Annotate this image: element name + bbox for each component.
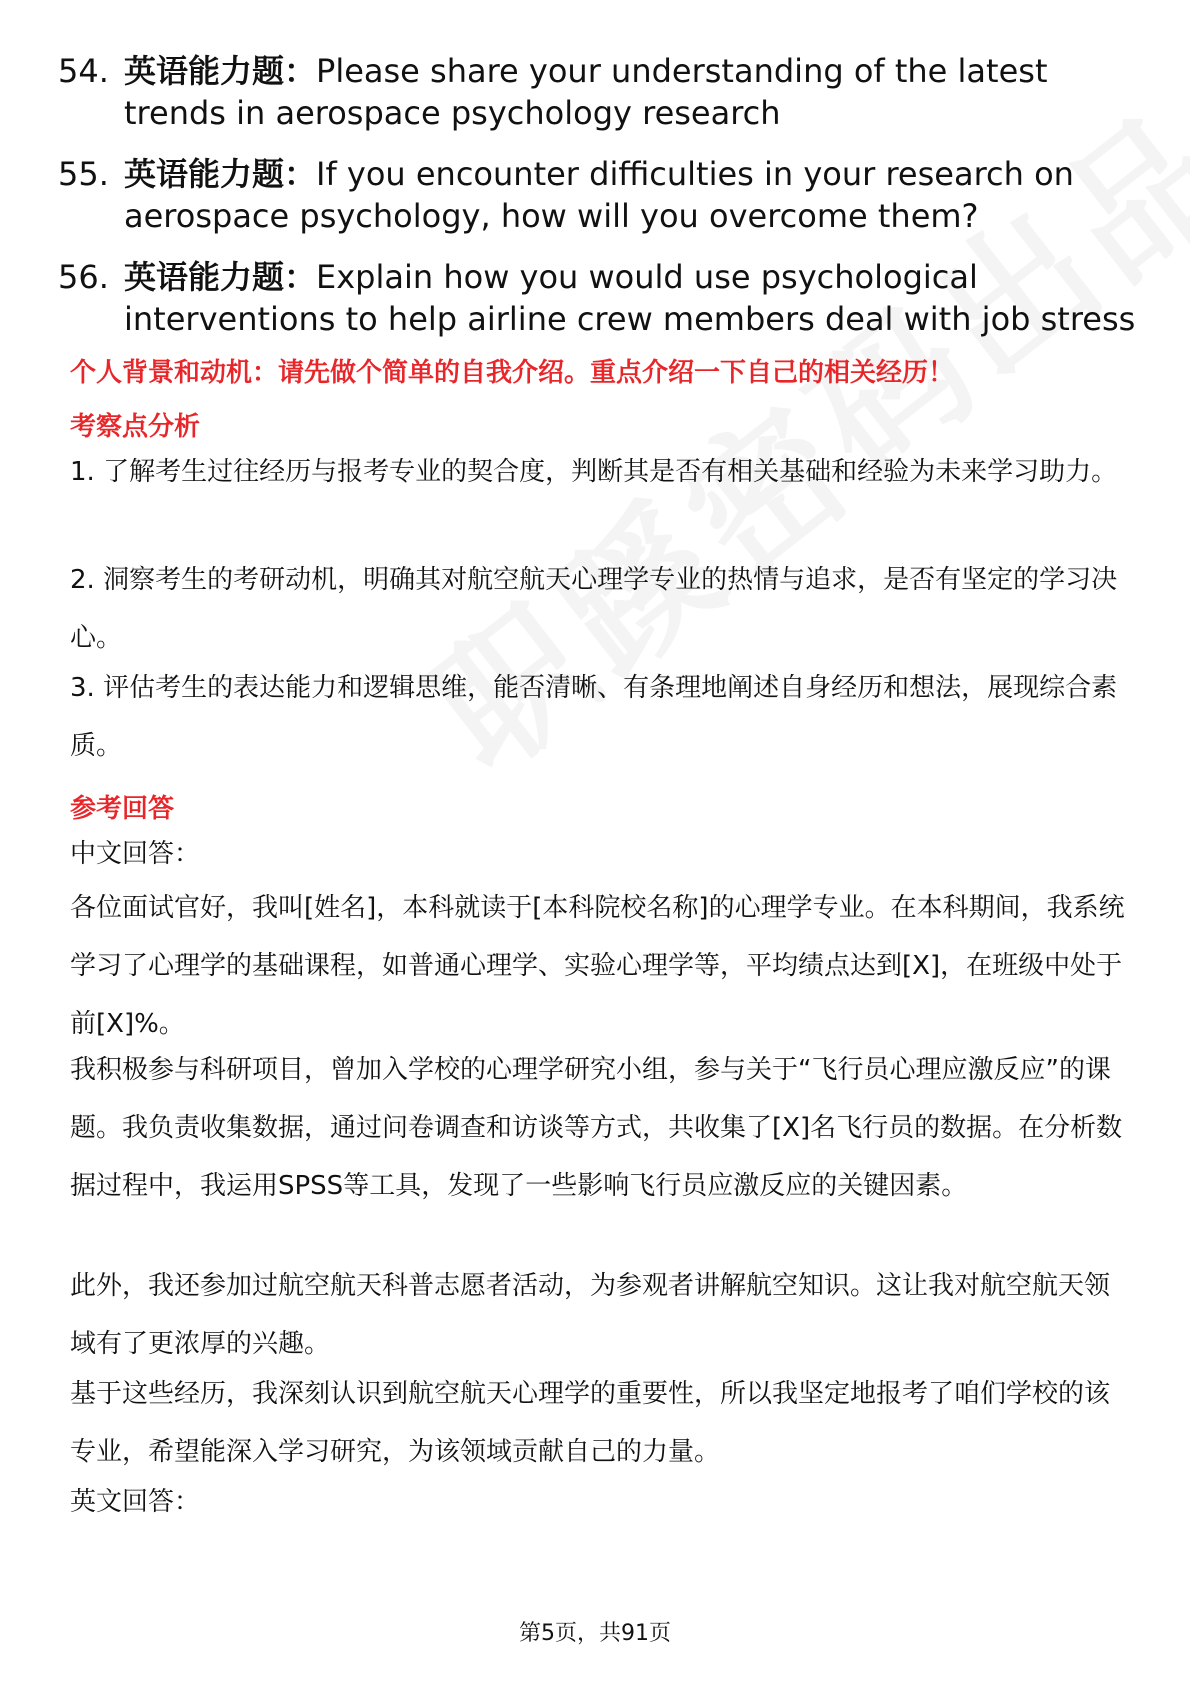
- question-number: 55.: [58, 155, 109, 193]
- en-answer-label: 英文回答：: [70, 1487, 201, 1517]
- answer-paragraph: 基于这些经历，我深刻认识到航空航天心理学的重要性，所以我坚定地报考了咱们学校的该专业，希望能深入学习研究，为该领域贡献自己的力量。: [70, 1379, 1111, 1467]
- page-footer: 第5页，共91页: [519, 1621, 671, 1646]
- analysis-point: 1. 了解考生过往经历与报考专业的契合度，判断其是否有相关基础和经验为未来学习助力。: [70, 457, 1118, 487]
- question-body: [124, 153, 1138, 237]
- question-number: 56.: [58, 258, 109, 296]
- question-body: [124, 50, 1138, 134]
- question-number: 54.: [58, 52, 109, 90]
- question-list: [58, 50, 1138, 359]
- cn-answer-label: 中文回答：: [70, 839, 201, 869]
- question-text: Explain how you would use psychological interventions to help airline crew members deal with job stress: [124, 258, 1136, 338]
- question-tag: 英语能力题：: [124, 52, 317, 90]
- answer-heading: 参考回答: [70, 794, 175, 824]
- answer-paragraph: 此外，我还参加过航空航天科普志愿者活动，为参观者讲解航空知识。这让我对航空航天领域有了更浓厚的兴趣。: [70, 1271, 1111, 1359]
- answer-paragraph: 各位面试官好，我叫[姓名]，本科就读于[本科院校名称]的心理学专业。在本科期间，我系统学习了心理学的基础课程，如普通心理学、实验心理学等，平均绩点达到[X]，在班级中处于前[X]%。: [70, 893, 1125, 1039]
- answer-paragraph: 我积极参与科研项目，曾加入学校的心理学研究小组，参与关于“飞行员心理应激反应”的课题。我负责收集数据，通过问卷调查和访谈等方式，共收集了[X]名飞行员的数据。在分析数据过程中，我运用SPSS等工具，发现了一些影响飞行员应激反应的关键因素。: [70, 1055, 1123, 1201]
- analysis-point: 2. 洞察考生的考研动机，明确其对航空航天心理学专业的热情与追求，是否有坚定的学习决心。: [70, 565, 1118, 653]
- question-text: If you encounter difficulties in your research on aerospace psychology, how will you overcome them?: [124, 155, 1074, 235]
- question-text: Please share your understanding of the latest trends in aerospace psychology research: [124, 52, 1048, 132]
- question-tag: 英语能力题：: [124, 155, 317, 193]
- analysis-heading: 考察点分析: [70, 412, 201, 442]
- question-item: [58, 153, 1138, 237]
- question-item: [58, 50, 1138, 134]
- question-item: [58, 256, 1138, 340]
- question-body: [124, 256, 1138, 340]
- analysis-point: 3. 评估考生的表达能力和逻辑思维，能否清晰、有条理地阐述自身经历和想法，展现综合素质。: [70, 673, 1118, 761]
- main-question-heading: 个人背景和动机：请先做个简单的自我介绍。重点介绍一下自己的相关经历！: [70, 358, 955, 388]
- question-tag: 英语能力题：: [124, 258, 317, 296]
